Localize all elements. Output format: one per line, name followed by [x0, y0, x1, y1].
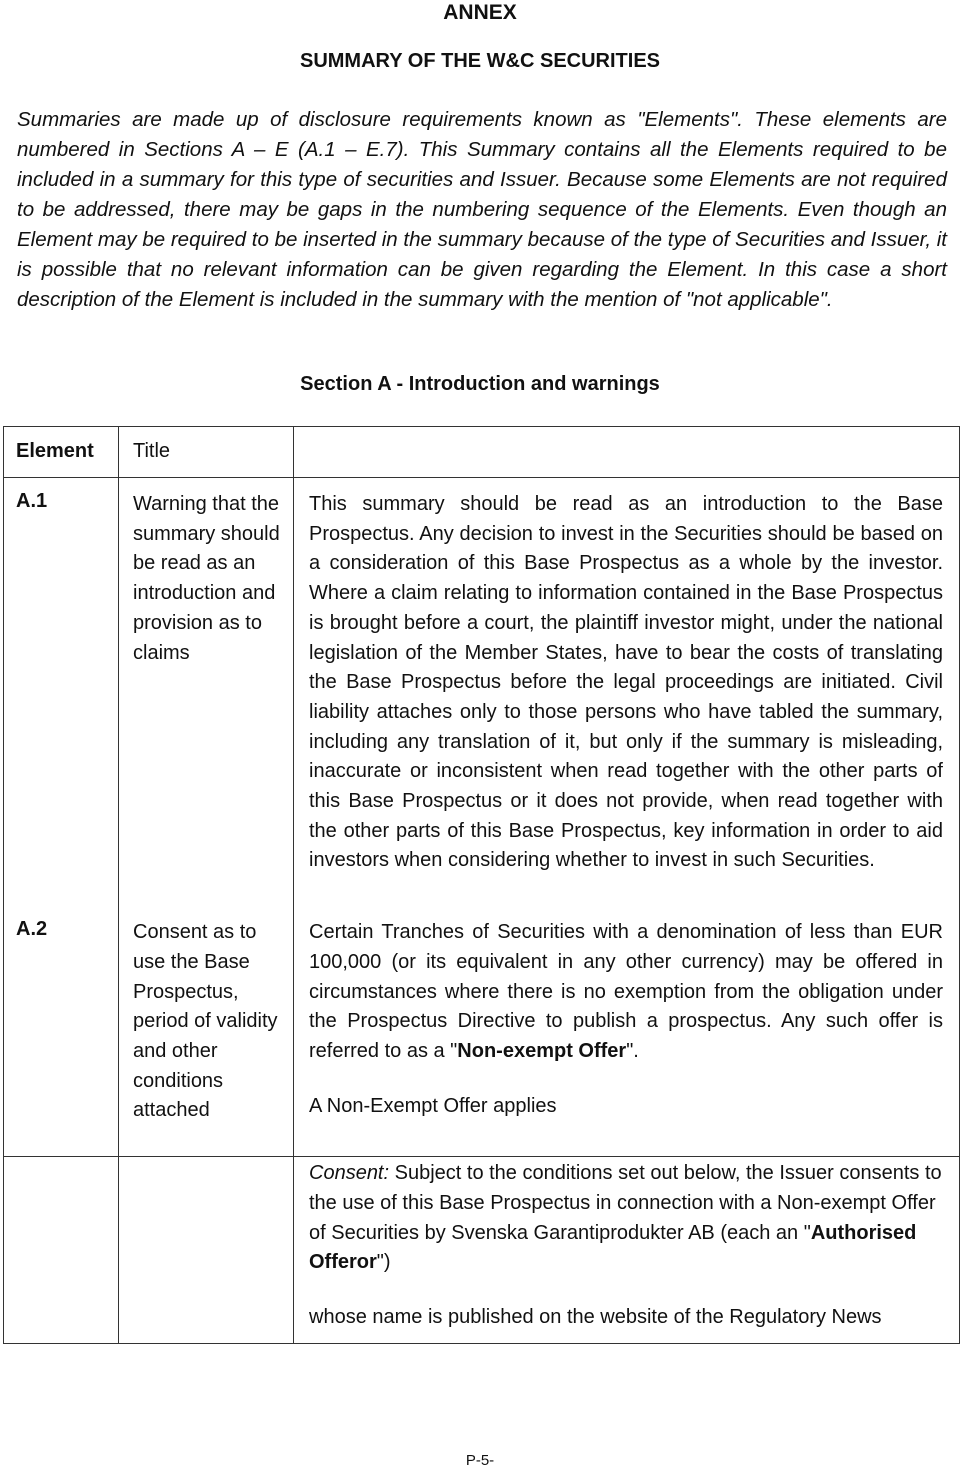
non-exempt-offer-term: Non-exempt Offer	[457, 1039, 627, 1062]
element-id-a2: A.2	[4, 906, 119, 1157]
intro-paragraph: Summaries are made up of disclosure requirements known as "Elements". These elements are numbered in Sections A – E (A.1 – E.7). This Summary contains all the Elements required to be included in a summary for this type of securities and Issuer. Because some Elements are not required to be addressed, there may be gaps in the numbering sequence of the Elements. Even though an Element may be required to be inserted in the summary because of the type of Securities and Issuer, it is possible that no relevant information can be given regarding the Element. In this case a short description of the Element is included in the summary with the mention of "not applicable".	[17, 108, 947, 311]
element-title-a2: Consent as to use the Base Prospectus, period of validity and other conditions attached	[119, 906, 294, 1157]
empty-cell	[4, 1157, 119, 1344]
consent-paragraph-2: whose name is published on the website of the Regulatory News	[309, 1305, 882, 1328]
column-header-title: Title	[119, 427, 294, 478]
section-title: Section A - Introduction and warnings	[300, 373, 660, 395]
element-id-a1: A.1	[4, 478, 119, 907]
column-header-element: Element	[4, 427, 119, 478]
a2-paragraph-2: A Non-Exempt Offer applies	[309, 1094, 557, 1117]
table-header-row	[4, 427, 960, 478]
document-title: SUMMARY OF THE W&C SECURITIES	[299, 50, 660, 72]
a2-paragraph-1: Certain Tranches of Securities with a denomination of less than EUR 100,000 (or its equivalent in any other currency) may be offered in circumstances where there is no exemption from the obligation under the Prospectus Directive to publish a prospectus. Any such offer is referred to as a "Non-exempt Offer".	[309, 921, 943, 1062]
consent-label: Consent:	[309, 1162, 390, 1185]
consent-paragraph-1: Consent: Subject to the conditions set out below, the Issuer consents to the use of this Base Prospectus in connection with a Non-exempt Offer of Securities by Svenska Garantiprodukter AB (each an "Authorised Offeror")	[309, 1162, 942, 1274]
elements-table	[3, 426, 960, 1344]
table-row	[4, 1157, 960, 1344]
table-row	[4, 906, 960, 1157]
table-row	[4, 478, 960, 907]
column-header-content	[294, 427, 960, 478]
page-number: P-5-	[465, 1452, 495, 1469]
annex-heading: ANNEX	[443, 1, 517, 24]
authorised-offeror-term: Authorised Offeror	[309, 1221, 917, 1274]
empty-cell	[119, 1157, 294, 1344]
consent-content	[294, 1157, 960, 1344]
element-content-a2	[294, 906, 960, 1157]
element-content-a1: This summary should be read as an introduction to the Base Prospectus. Any decision to invest in the Securities should be based on a consideration of this Base Prospectus as a whole by the investor. Where a claim relating to information contained in the Base Prospectus is brought before a court, the plaintiff investor might, under the national legislation of the Member States, have to bear the costs of translating the Base Prospectus before the legal proceedings are initiated. Civil liability attaches only to those persons who have tabled the summary, including any translation of it, but only if the summary is misleading, inaccurate or inconsistent when read together with the other parts of this Base Prospectus or it does not provide, when read together with the other parts of this Base Prospectus, key information in order to aid investors when considering whether to invest in such Securities.	[294, 478, 960, 907]
element-title-a1: Warning that the summary should be read as an introduction and provision as to claims	[119, 478, 294, 907]
